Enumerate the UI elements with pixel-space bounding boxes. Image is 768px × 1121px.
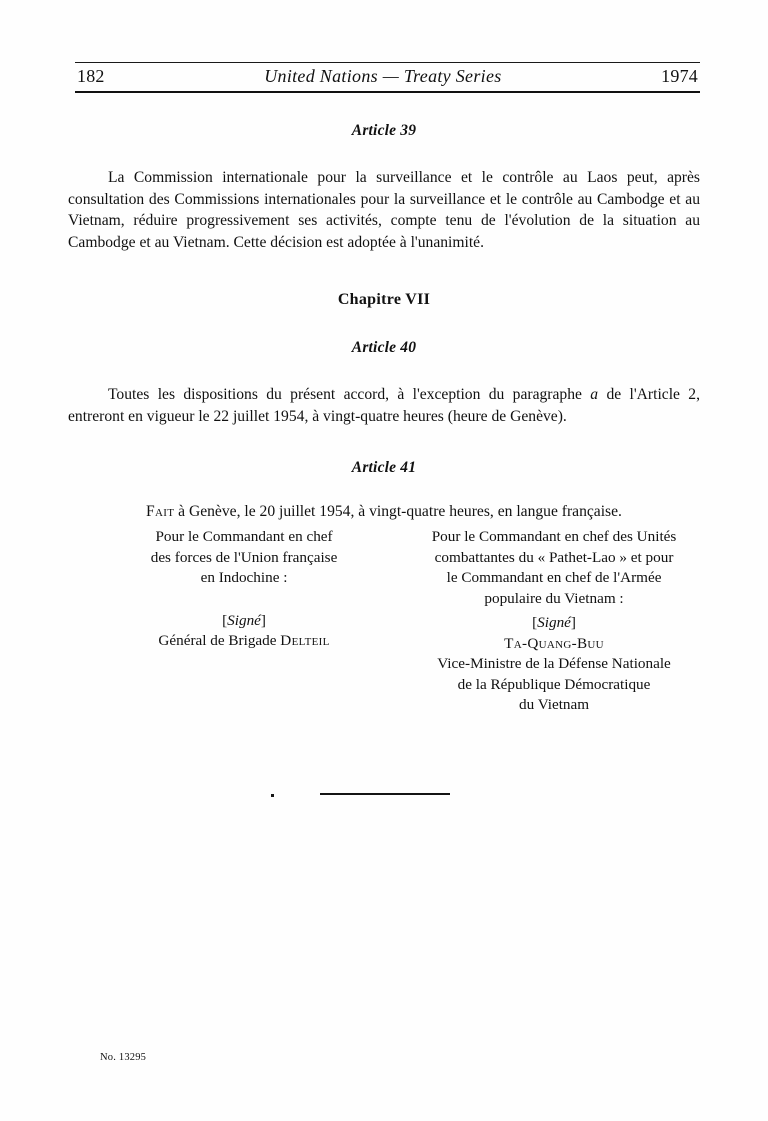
vietnamese-signatory-title-line-1: Pour le Commandant en chef des Unités bbox=[431, 528, 677, 545]
document-body bbox=[68, 122, 700, 523]
french-signed-marker: [Signé] bbox=[222, 611, 266, 629]
article-41-text-rest: à Genève, le 20 juillet 1954, à vingt-quatre heures, en langue française. bbox=[174, 503, 622, 520]
article-40-text-part2: de l'Article 2, entreront en vigueur le 22 juillet 1954, à vingt-quatre heures (heure de Genève). bbox=[68, 386, 700, 425]
separator-rule bbox=[320, 793, 450, 795]
series-title: United Nations — Treaty Series bbox=[264, 66, 502, 86]
french-signatory-rank: Général de Brigade bbox=[158, 632, 281, 649]
signature-block-vietnamese bbox=[400, 527, 708, 716]
vietnamese-signed-marker: [Signé] bbox=[532, 614, 576, 631]
vietnamese-signed-word: Signé bbox=[537, 614, 571, 631]
header-rule-bottom bbox=[75, 91, 700, 93]
french-signed-word: Signé bbox=[227, 611, 261, 629]
article-41-fait-word: Fait bbox=[146, 503, 175, 520]
signature-blocks bbox=[68, 527, 708, 716]
vietnamese-signatory-title-line-4: populaire du Vietnam : bbox=[484, 589, 624, 607]
section-separator bbox=[0, 788, 768, 802]
page-folio-number: 182 bbox=[77, 66, 105, 86]
separator-dot-mark bbox=[271, 794, 274, 797]
running-head bbox=[75, 62, 700, 93]
page-year: 1974 bbox=[661, 66, 698, 86]
vietnamese-signatory-title-line-3: le Commandant en chef de l'Armée bbox=[446, 569, 662, 586]
running-head-row bbox=[75, 63, 700, 91]
article-40-text-part1: Toutes les dispositions du présent accord, à l'exception du paragraphe bbox=[108, 386, 591, 403]
article-41-heading: Article 41 bbox=[351, 459, 417, 476]
vietnamese-signatory-role-line-2: de la République Démocratique bbox=[457, 675, 651, 693]
chapter-vii-heading: Chapitre VII bbox=[337, 291, 431, 308]
article-40-heading: Article 40 bbox=[351, 339, 417, 356]
french-signatory-name bbox=[100, 631, 388, 652]
treaty-number-footnote: No. 13295 bbox=[100, 1052, 147, 1063]
french-signatory-title-line-1: Pour le Commandant en chef bbox=[155, 528, 333, 545]
vietnamese-signatory-role-line-1: Vice-Ministre de la Défense Nationale bbox=[437, 655, 671, 672]
vietnamese-signatory-role-line-3: du Vietnam bbox=[518, 696, 590, 713]
signature-block-french bbox=[100, 527, 388, 652]
article-41-paragraph bbox=[68, 501, 700, 523]
vietnamese-signatory-title-line-2: combattantes du « Pathet-Lao » et pour bbox=[434, 548, 674, 566]
article-39-heading: Article 39 bbox=[351, 122, 417, 139]
french-signatory-title-line-3: en Indochine : bbox=[200, 569, 288, 586]
french-signatory-surname: Delteil bbox=[280, 632, 330, 649]
article-40-paragraph-letter: a bbox=[590, 386, 599, 403]
article-39-paragraph: La Commission internationale pour la surveillance et le contrôle au Laos peut, après consultation des Commissions internationales pour la surveillance et le contrôle au Cambodge et au Vietnam, réduire progressivement ses activités, compte tenu de l'évolution de la situation au Cambodge et au Vietnam. Cette décision est adoptée à l'unanimité. bbox=[68, 169, 700, 251]
article-40-paragraph bbox=[68, 384, 700, 427]
vietnamese-signatory-name: Ta-Quang-Buu bbox=[504, 634, 604, 652]
french-signatory-title-line-2: des forces de l'Union française bbox=[150, 548, 338, 566]
